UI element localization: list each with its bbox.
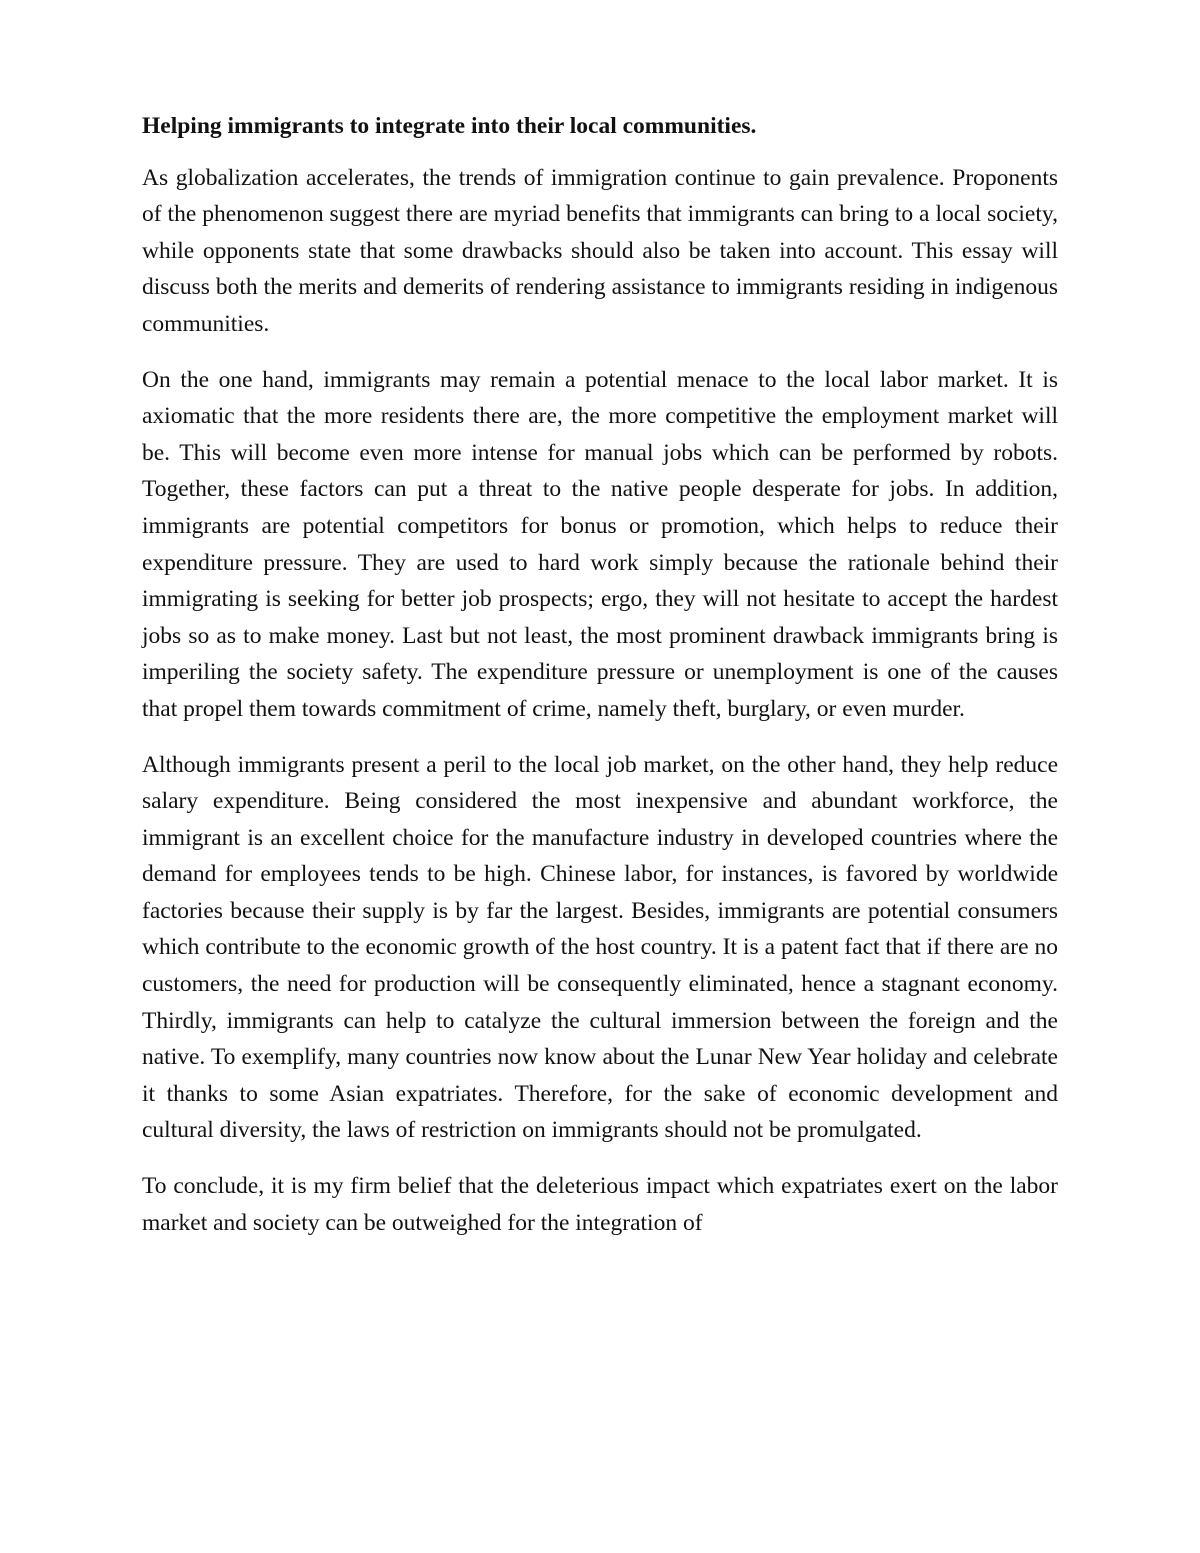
paragraph-conclusion: To conclude, it is my firm belief that the deleterious impact which expatriates exert on the labor market and society can be outweighed for the integration of	[142, 1173, 1058, 1236]
paragraph-drawbacks: On the one hand, immigrants may remain a potential menace to the local labor market. It is axiomatic that the more residents there are, the more competitive the employment market will be. This will become even more intense for manual jobs which can be performed by robots. Together, these factors can put a threat to the native people desperate for jobs. In addition, immigrants are potential competitors for bonus or promotion, which helps to reduce their expenditure pressure. They are used to hard work simply because the rationale behind their immigrating is seeking for better job prospects; ergo, they will not hesitate to accept the hardest jobs so as to make money. Last but not least, the most prominent drawback immigrants bring is imperiling the society safety. The expenditure pressure or unemployment is one of the causes that propel them towards commitment of crime, namely theft, burglary, or even murder.	[142, 366, 1058, 722]
paragraph-introduction: As globalization accelerates, the trends of immigration continue to gain prevalence. Proponents of the phenomenon suggest there are myriad benefits that immigrants can bring to a local society, while opponents state that some drawbacks should also be taken into account. This essay will discuss both the merits and demerits of rendering assistance to immigrants residing in indigenous communities.	[142, 164, 1058, 337]
paragraph-benefits: Although immigrants present a peril to the local job market, on the other hand, they help reduce salary expenditure. Being considered the most inexpensive and abundant workforce, the immigrant is an excellent choice for the manufacture industry in developed countries where the demand for employees tends to be high. Chinese labor, for instances, is favored by worldwide factories because their supply is by far the largest. Besides, immigrants are potential consumers which contribute to the economic growth of the host country. It is a patent fact that if there are no customers, the need for production will be consequently eliminated, hence a stagnant economy. Thirdly, immigrants can help to catalyze the cultural immersion between the foreign and the native. To exemplify, many countries now know about the Lunar New Year holiday and celebrate it thanks to some Asian expatriates. Therefore, for the sake of economic development and cultural diversity, the laws of restriction on immigrants should not be promulgated.	[142, 751, 1058, 1144]
document-body	[142, 108, 1058, 1260]
essay-title: Helping immigrants to integrate into their local communities.	[142, 113, 757, 139]
